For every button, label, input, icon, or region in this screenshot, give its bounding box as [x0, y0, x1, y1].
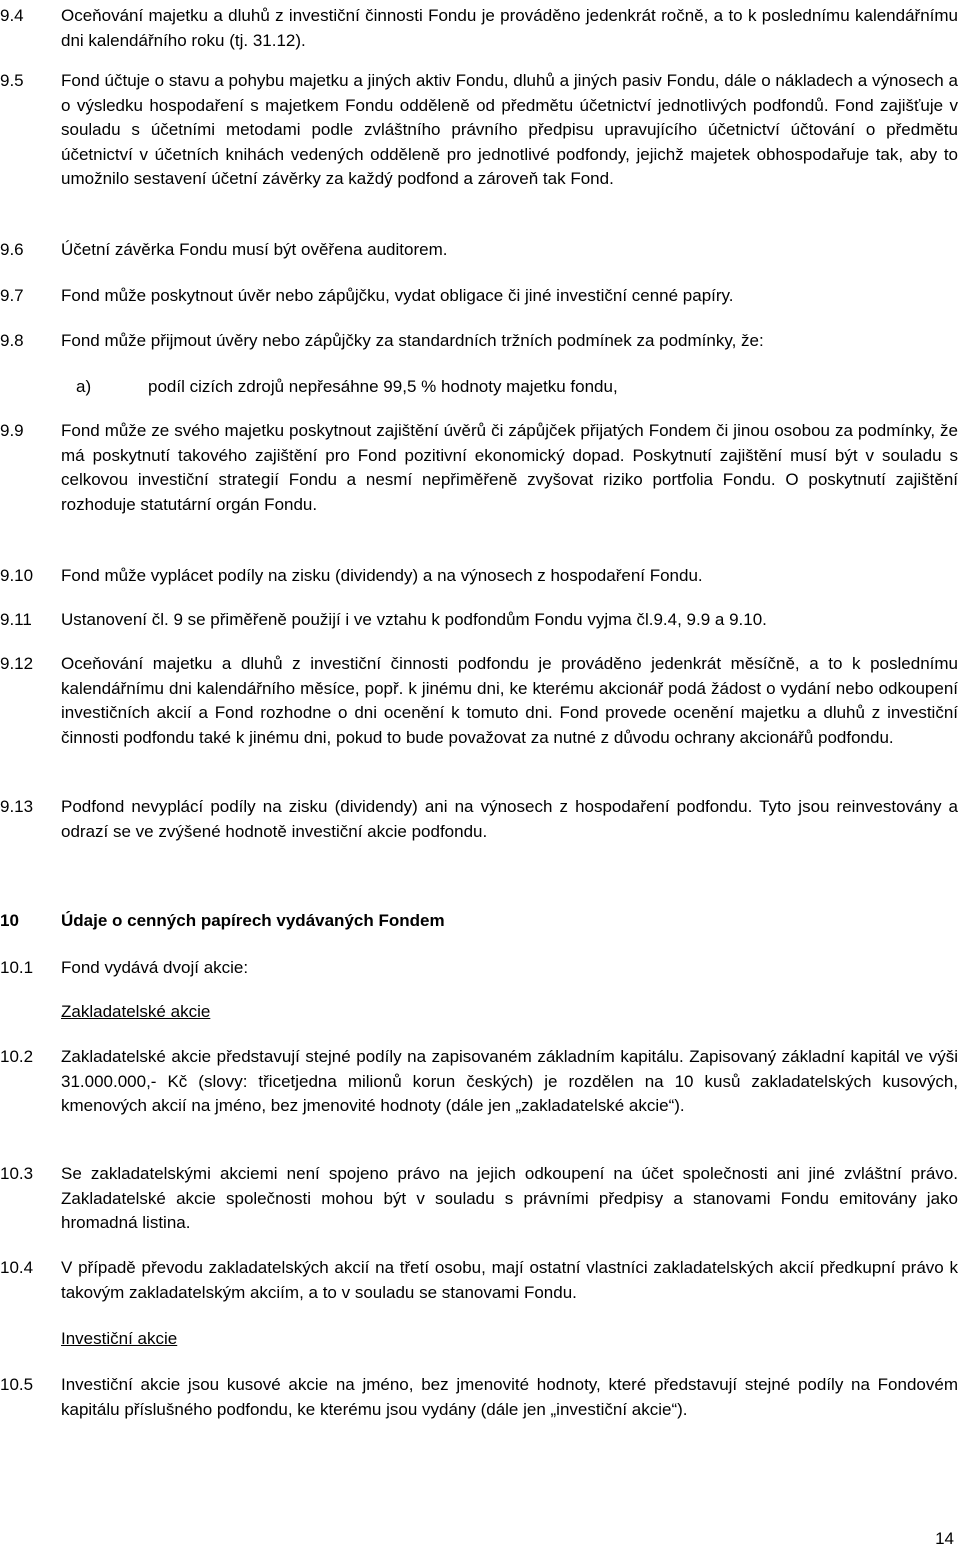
paragraph-text: Zakladatelské akcie představují stejné podíly na zapisovaném základním kapitálu. Zapisovaný základní kapitál ve výši 31.000.000,- Kč (slovy: třicetjedna milionů korun českých) je rozdělen na 10 kusů zakladatelských kusových, kmenových akcií na jméno, bez jmenovité hodnoty (dále jen „zakladatelské akcie“). [61, 1047, 958, 1115]
section-heading [0, 909, 445, 934]
paragraph-text: Fond vydává dvojí akcie: [61, 958, 249, 977]
section-title: Údaje o cenných papírech vydávaných Fondem [61, 911, 445, 930]
paragraph-number: 10.4 [0, 1258, 34, 1277]
subheading-founder-shares: Zakladatelské akcie [61, 1002, 211, 1021]
paragraph-number: 10.2 [0, 1047, 34, 1066]
paragraph-text: Investiční akcie jsou kusové akcie na jméno, bez jmenovité hodnoty, které představují stejné podíly na Fondovém kapitálu příslušného podfondu, ke kterému jsou vydány (dále jen „investiční akcie“). [61, 1375, 958, 1419]
paragraph-number: 10.3 [0, 1164, 34, 1183]
paragraph-number: 9.7 [0, 286, 24, 305]
paragraph-text: Fond může vyplácet podíly na zisku (dividendy) a na výnosech z hospodaření Fondu. [61, 566, 703, 585]
paragraph-9-13 [0, 795, 958, 844]
paragraph-9-7 [0, 284, 958, 309]
paragraph-9-6 [0, 238, 958, 263]
sub-item-a [76, 375, 956, 400]
paragraph-9-5 [0, 69, 958, 192]
sub-item-label: a) [76, 377, 92, 396]
paragraph-9-9 [0, 419, 958, 517]
page-number: 14 [935, 1529, 954, 1548]
paragraph-10-2 [0, 1045, 958, 1119]
paragraph-number: 9.8 [0, 331, 24, 350]
paragraph-text: Fond může ze svého majetku poskytnout zajištění úvěrů či zápůjček přijatých Fondem či jinou osobou za podmínky, že má poskytnutí takového zajištění pro Fond pozitivní ekonomický dopad. Poskytnutí zajištění musí být v souladu s celkovou investiční strategií Fondu a nesmí nepřiměřeně zvyšovat riziko portfolia Fondu. O poskytnutí zajištění rozhoduje statutární orgán Fondu. [61, 421, 958, 514]
paragraph-text: Oceňování majetku a dluhů z investiční činnosti podfondu je prováděno jedenkrát měsíčně, a to k poslednímu kalendářnímu dni kalendářního měsíce, popř. k jinému dni, ke kterému akcionář podá žádost o vydání nebo odkoupení investičních akcií a Fond rozhodne o dni ocenění k tomuto dni. Fond provede ocenění majetku a dluhů z investiční činnosti podfondu také k jinému dni, pokud to bude považovat za nutné z důvodu ochrany akcionářů podfondu. [61, 654, 958, 747]
paragraph-number: 10.5 [0, 1375, 34, 1394]
paragraph-text: Fond může přijmout úvěry nebo zápůjčky za standardních tržních podmínek za podmínky, že: [61, 331, 764, 350]
section-number: 10 [0, 911, 19, 930]
paragraph-text: Fond účtuje o stavu a pohybu majetku a jiných aktiv Fondu, dluhů a jiných pasiv Fondu, dále o nákladech a výnosech a o výsledku hospodaření s majetkem Fondu odděleně od předmětu účetnictví jednotlivých podfondů. Fond zajišťuje v souladu s účetními metodami podle zvláštního právního předpisu upravujícího účetnictví účtování o předmětu účetnictví v účetních knihách vedených odděleně pro jednotlivé podfondy, jejichž majetek obhospodařuje tak, aby to umožnilo sestavení účetní závěrky za každý podfond a zároveň tak Fond. [61, 71, 958, 188]
paragraph-number: 10.1 [0, 958, 34, 977]
paragraph-10-1 [0, 956, 958, 981]
paragraph-9-11 [0, 608, 958, 633]
paragraph-9-4 [0, 4, 958, 53]
paragraph-number: 9.10 [0, 566, 34, 585]
paragraph-text: Podfond nevyplácí podíly na zisku (dividendy) ani na výnosech z hospodaření podfondu. Tyto jsou reinvestovány a odrazí se ve zvýšené hodnotě investiční akcie podfondu. [61, 797, 958, 841]
paragraph-text: Oceňování majetku a dluhů z investiční činnosti Fondu je prováděno jedenkrát ročně, a to k poslednímu kalendářnímu dni kalendářního roku (tj. 31.12). [61, 6, 958, 50]
paragraph-number: 9.12 [0, 654, 34, 673]
paragraph-10-4 [0, 1256, 958, 1305]
paragraph-number: 9.9 [0, 421, 24, 440]
paragraph-number: 9.4 [0, 6, 24, 25]
paragraph-text: Fond může poskytnout úvěr nebo zápůjčku, vydat obligace či jiné investiční cenné papíry. [61, 286, 734, 305]
paragraph-number: 9.6 [0, 240, 24, 259]
paragraph-text: V případě převodu zakladatelských akcií na třetí osobu, mají ostatní vlastníci zakladatelských akcií předkupní právo k takovým zakladatelským akciím, a to v souladu se stanovami Fondu. [61, 1258, 958, 1302]
paragraph-10-5 [0, 1373, 958, 1422]
paragraph-10-3 [0, 1162, 958, 1236]
paragraph-9-8 [0, 329, 958, 354]
sub-item-text: podíl cizích zdrojů nepřesáhne 99,5 % hodnoty majetku fondu, [148, 377, 618, 396]
paragraph-text: Ustanovení čl. 9 se přiměřeně použijí i ve vztahu k podfondům Fondu vyjma čl.9.4, 9.9 a 9.10. [61, 610, 767, 629]
paragraph-9-10 [0, 564, 958, 589]
subheading-investment-shares: Investiční akcie [61, 1329, 178, 1348]
paragraph-number: 9.11 [0, 610, 32, 629]
paragraph-text: Se zakladatelskými akciemi není spojeno právo na jejich odkoupení na účet společnosti ani jiné zvláštní právo. Zakladatelské akcie společnosti mohou být v souladu s právními předpisy a stanovami Fondu emitovány jako hromadná listina. [61, 1164, 958, 1232]
paragraph-9-12 [0, 652, 958, 750]
paragraph-text: Účetní závěrka Fondu musí být ověřena auditorem. [61, 240, 448, 259]
paragraph-number: 9.5 [0, 71, 24, 90]
paragraph-number: 9.13 [0, 797, 34, 816]
